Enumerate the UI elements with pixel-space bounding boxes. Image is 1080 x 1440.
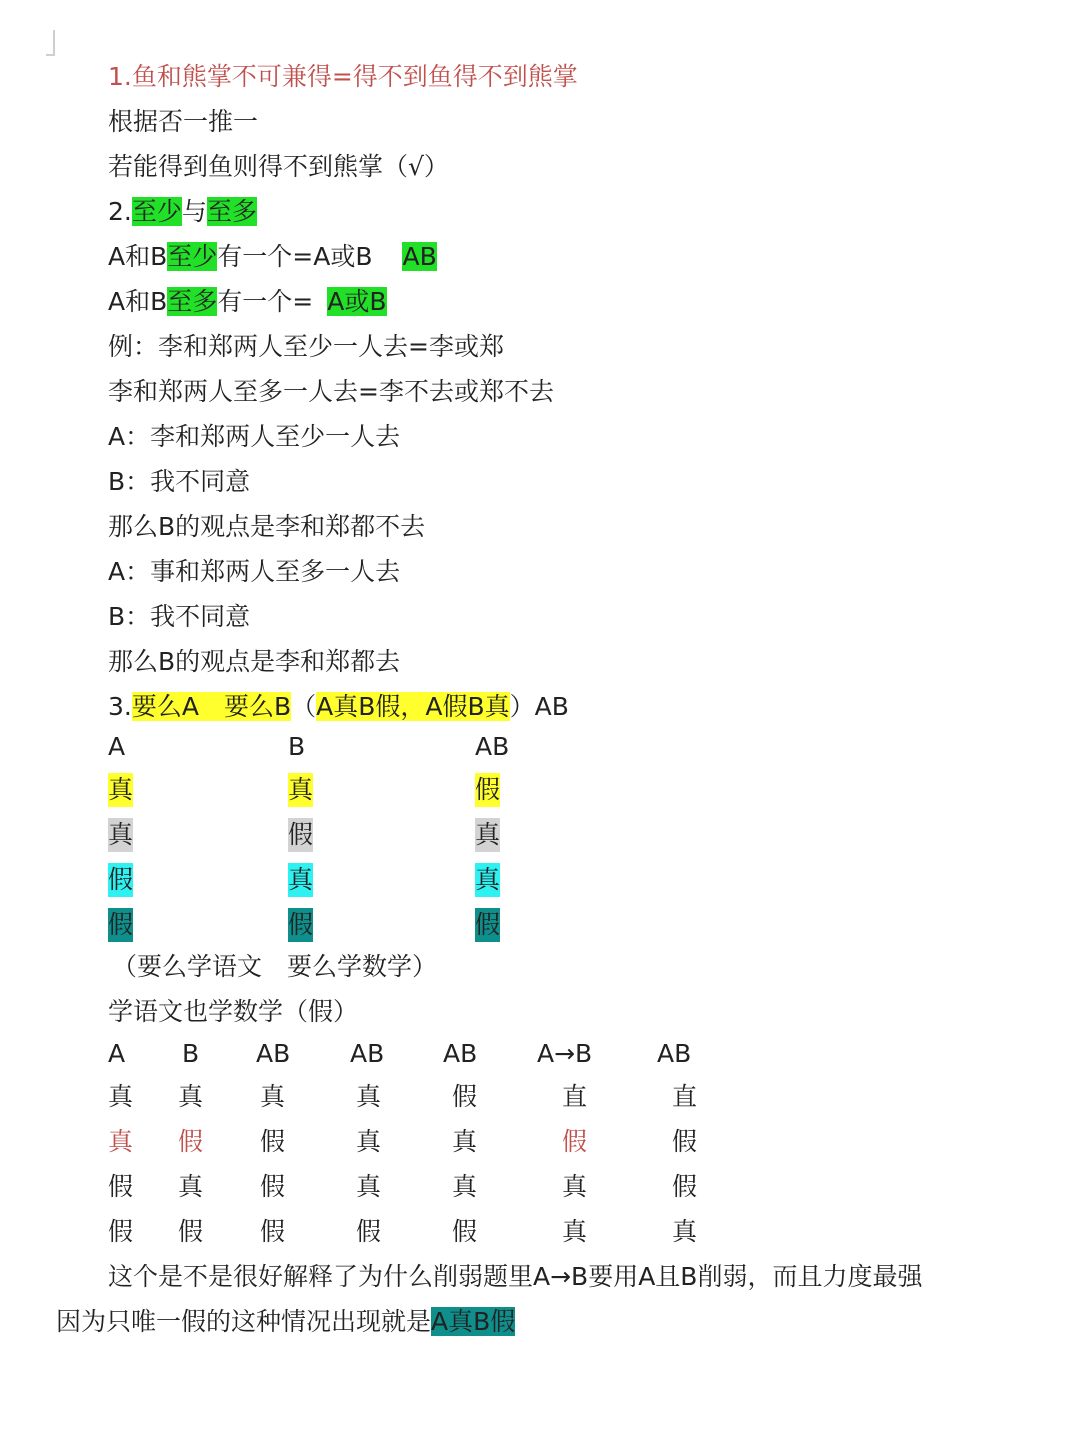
table2-cell: 假: [108, 1172, 134, 1201]
section2-term-at-least: 至少: [131, 197, 182, 226]
table2-cell: 直: [672, 1082, 698, 1111]
row2-c: 有一个=: [217, 287, 314, 316]
table1-cell: 假: [288, 908, 313, 942]
dialog-line1: A：李和郑两人至少一人去: [108, 422, 401, 451]
table2-cell: 假: [672, 1127, 698, 1156]
section2-num: 2.: [108, 197, 132, 226]
table2-cell: 真: [356, 1172, 382, 1201]
note1: （要么学语文 要么学数学）: [112, 952, 438, 981]
table2-cell: 真: [356, 1127, 382, 1156]
example-line2: 李和郑两人至多一人去=李不去或郑不去: [108, 377, 554, 406]
dialog-line3: 那么B的观点是李和郑都不去: [108, 512, 426, 541]
table2-cell: 假: [108, 1217, 134, 1246]
table2-cell: 假: [260, 1127, 286, 1156]
section2-row2: [108, 285, 387, 319]
dialog-line5: B：我不同意: [108, 602, 251, 631]
table2-cell: 真: [356, 1082, 382, 1111]
row2-highlight: 至多: [167, 287, 218, 316]
table2-cell: 假: [452, 1082, 478, 1111]
section3-num: 3.: [108, 692, 132, 721]
table2-cell: 假: [178, 1127, 204, 1156]
table1-header-b: B: [288, 732, 306, 761]
table1-cell: 假: [475, 773, 500, 807]
section3-cases: A真B假，A假B真: [316, 692, 510, 721]
table2-cell: 真: [452, 1172, 478, 1201]
table2-cell: 假: [356, 1217, 382, 1246]
table2-cell: 假: [260, 1172, 286, 1201]
dialog-line4: A：事和郑两人至多一人去: [108, 557, 401, 586]
section3-paren-open: （: [291, 692, 317, 721]
table2-cell: 真: [562, 1172, 588, 1201]
section1-line3: 若能得到鱼则得不到熊掌（√）: [108, 152, 449, 181]
note2: 学语文也学数学（假）: [108, 997, 359, 1026]
table1-header-a: A: [108, 732, 126, 761]
table1-cell: 真: [475, 818, 500, 852]
section3-paren-close: ）AB: [509, 692, 569, 721]
table2-cell: 假: [452, 1217, 478, 1246]
row1-highlight: 至少: [167, 242, 218, 271]
table1-cell: 假: [108, 908, 133, 942]
table2-header: B: [182, 1039, 200, 1068]
footer-line2-text: 因为只唯一假的这种情况出现就是: [56, 1307, 432, 1336]
section3-either-or: 要么A 要么B: [131, 692, 292, 721]
table2-cell: 真: [260, 1082, 286, 1111]
section2-heading: [108, 195, 257, 229]
section1-line2: 根据否一推一: [108, 107, 259, 136]
section3-heading: [108, 690, 569, 724]
table2-header: AB: [657, 1039, 692, 1068]
row1-d: AB: [402, 242, 437, 271]
table2-cell: 真: [672, 1217, 698, 1246]
table2-cell: 真: [108, 1127, 134, 1156]
table1-cell: 假: [108, 863, 133, 897]
table1-cell: 真: [288, 773, 313, 807]
section2-term-at-most: 至多: [206, 197, 257, 226]
table1-cell: 真: [108, 818, 133, 852]
table2-cell: 假: [178, 1217, 204, 1246]
table1-cell: 假: [475, 908, 500, 942]
section2-mid: 与: [181, 197, 207, 226]
dialog-line6: 那么B的观点是李和郑都去: [108, 647, 401, 676]
table1-cell: 假: [288, 818, 313, 852]
table2-cell: 直: [562, 1082, 588, 1111]
table2-header: A→B: [537, 1039, 593, 1068]
row2-d: A或B: [327, 287, 387, 316]
table2-header: A: [108, 1039, 126, 1068]
section2-row1: [108, 240, 437, 274]
table2-cell: 假: [562, 1127, 588, 1156]
table2-header: AB: [443, 1039, 478, 1068]
table1-cell: 真: [108, 773, 133, 807]
footer-highlight: A真B假: [431, 1307, 516, 1336]
table2-cell: 真: [178, 1172, 204, 1201]
table1-header-ab: AB: [475, 732, 510, 761]
section1-title: 1.鱼和熊掌不可兼得=得不到鱼得不到熊掌: [108, 62, 578, 91]
table2-cell: 真: [178, 1082, 204, 1111]
footer-line1: 这个是不是很好解释了为什么削弱题里A→B要用A且B削弱，而且力度最强: [108, 1262, 923, 1291]
table2-cell: 真: [562, 1217, 588, 1246]
table2-cell: 真: [108, 1082, 134, 1111]
row1-a: A和B: [108, 242, 168, 271]
example-line1: 例：李和郑两人至少一人去=李或郑: [108, 332, 504, 361]
table2-cell: 假: [260, 1217, 286, 1246]
table2-header: AB: [256, 1039, 291, 1068]
page-corner-mark: [46, 30, 55, 56]
dialog-line2: B：我不同意: [108, 467, 251, 496]
table1-cell: 真: [288, 863, 313, 897]
footer-line2: [56, 1305, 515, 1339]
table1-cell: 真: [475, 863, 500, 897]
table2-cell: 假: [672, 1172, 698, 1201]
table2-cell: 真: [452, 1127, 478, 1156]
table2-header: AB: [350, 1039, 385, 1068]
row2-a: A和B: [108, 287, 168, 316]
row1-c: 有一个=A或B: [217, 242, 373, 271]
